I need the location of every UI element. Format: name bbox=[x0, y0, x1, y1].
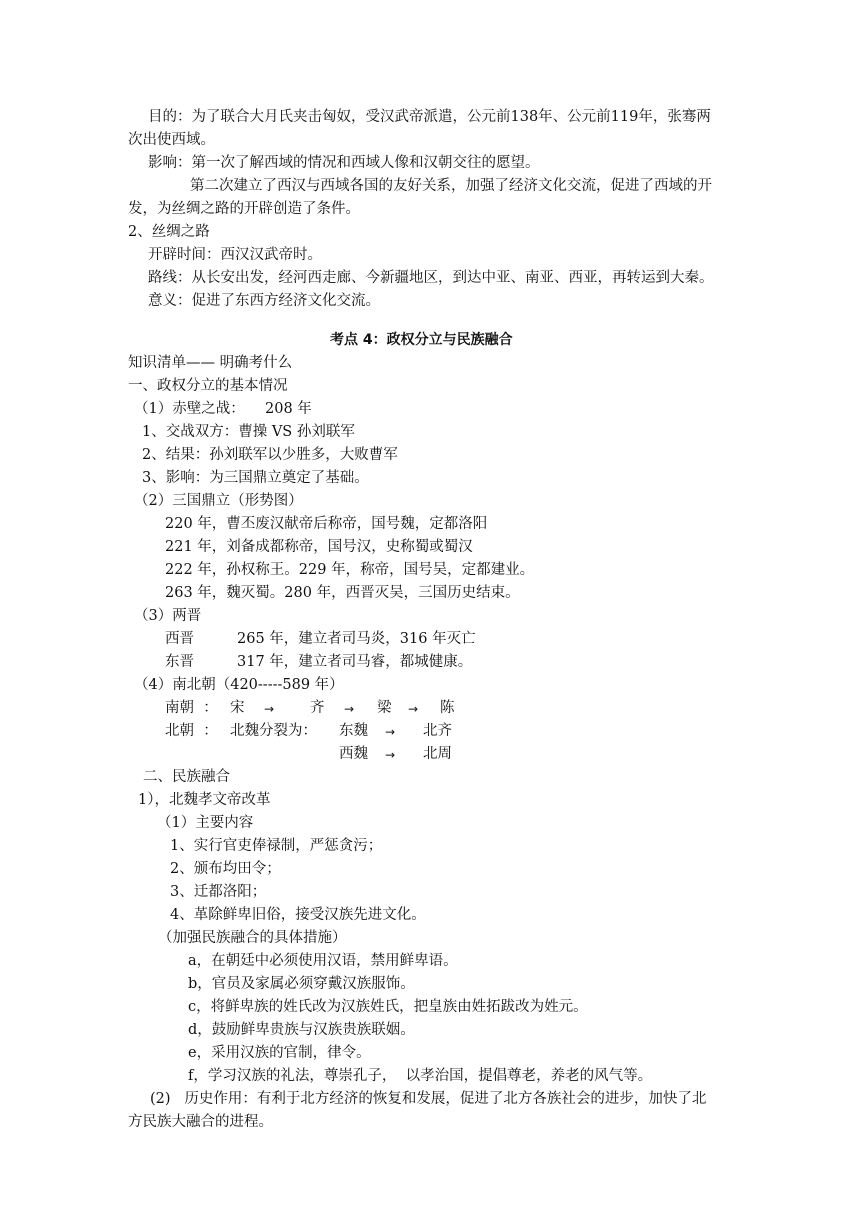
chibi-item: 1、交战双方：曹操 VS 孙刘联军 bbox=[142, 424, 355, 440]
arrow-icon: → bbox=[385, 725, 396, 739]
impact-line-1: 影响：第一次了解西域的情况和西域人像和汉朝交往的愿望。 bbox=[148, 155, 540, 171]
measure-item: a，在朝廷中必须使用汉语，禁用鲜卑语。 bbox=[188, 953, 458, 969]
northern-wei-split: 北魏分裂为： bbox=[230, 723, 317, 739]
chibi-item: 2、结果：孙刘联军以少胜多，大败曹军 bbox=[142, 447, 398, 463]
western-jin-text: 265 年，建立者司马炎，316 年灭亡 bbox=[237, 631, 476, 647]
chibi-item: 3、影响：为三国鼎立奠定了基础。 bbox=[142, 470, 369, 486]
dynasty-liang: 梁 bbox=[377, 700, 392, 716]
dynasty-song: 宋 bbox=[230, 700, 245, 716]
arrow-icon: → bbox=[344, 702, 355, 716]
reform-heading: 1），北魏孝文帝改革 bbox=[138, 792, 271, 808]
western-jin-name: 西晋 bbox=[165, 631, 194, 647]
historical-effect-line-2: 方民族大融合的进程。 bbox=[128, 1114, 273, 1130]
arrow-icon: → bbox=[385, 748, 396, 762]
measure-item: c，将鲜卑族的姓氏改为汉族姓氏，把皇族由姓拓跋改为姓元。 bbox=[188, 999, 588, 1015]
main-content-item: 1、实行官吏俸禄制，严惩贪污； bbox=[170, 838, 383, 854]
silk-road-heading: 2、丝绸之路 bbox=[128, 224, 210, 240]
measure-item: e，采用汉族的官制，律令。 bbox=[188, 1045, 371, 1061]
measure-item: d，鼓励鲜卑贵族与汉族贵族联姻。 bbox=[188, 1022, 415, 1038]
arrow-icon: → bbox=[408, 702, 419, 716]
eastern-jin-text: 317 年，建立者司马睿，都城健康。 bbox=[237, 654, 473, 670]
chibi-year: 208 年 bbox=[265, 401, 312, 417]
silk-road-meaning: 意义：促进了东西方经济文化交流。 bbox=[148, 293, 380, 309]
northern-zhou: 北周 bbox=[423, 746, 452, 762]
three-kingdoms-item: 220 年，曹丕废汉献帝后称帝，国号魏，定都洛阳 bbox=[165, 516, 488, 532]
purpose-line-1: 目的：为了联合大月氏夹击匈奴，受汉武帝派遣，公元前138年、公元前119年，张骞两 bbox=[148, 109, 711, 125]
main-content-item: 4、革除鲜卑旧俗，接受汉族先进文化。 bbox=[170, 907, 426, 923]
arrow-icon: → bbox=[264, 702, 275, 716]
part1-heading: 一、政权分立的基本情况 bbox=[128, 378, 288, 394]
eastern-wei: 东魏 bbox=[339, 723, 368, 739]
measure-item: f，学习汉族的礼法，尊崇孔子， 以孝治国，提倡尊老，养老的风气等。 bbox=[188, 1068, 653, 1084]
impact-line-2: 第二次建立了西汉与西域各国的友好关系，加强了经济文化交流，促进了西域的开 bbox=[190, 178, 712, 194]
purpose-line-2: 次出使西域。 bbox=[128, 132, 215, 148]
knowledge-list-label: 知识清单—— 明确考什么 bbox=[128, 355, 293, 371]
jin-label: （3）两晋 bbox=[134, 608, 202, 624]
northern-dynasties-label: 北朝 ： bbox=[165, 723, 218, 739]
silk-road-time: 开辟时间：西汉汉武帝时。 bbox=[148, 247, 322, 263]
dynasty-chen: 陈 bbox=[440, 700, 455, 716]
three-kingdoms-item: 221 年，刘备成都称帝，国号汉，史称蜀或蜀汉 bbox=[165, 539, 473, 555]
dynasty-qi: 齐 bbox=[310, 700, 325, 716]
silk-road-route: 路线：从长安出发，经河西走廊、今新疆地区，到达中亚、南亚、西亚，再转运到大秦。 bbox=[148, 270, 714, 286]
three-kingdoms-label: （2）三国鼎立（形势图） bbox=[134, 493, 303, 509]
southern-dynasties-label: 南朝 ： bbox=[165, 700, 218, 716]
chibi-label: （1）赤壁之战： bbox=[134, 401, 245, 417]
section-title: 考点 4：政权分立与民族融合 bbox=[330, 332, 513, 348]
measures-label: （加强民族融合的具体措施） bbox=[158, 930, 347, 946]
main-content-item: 2、颁布均田令； bbox=[170, 861, 281, 877]
northern-qi: 北齐 bbox=[423, 723, 452, 739]
eastern-jin-name: 东晋 bbox=[165, 654, 194, 670]
impact-line-3: 发，为丝绸之路的开辟创造了条件。 bbox=[128, 201, 360, 217]
main-content-label: （1）主要内容 bbox=[157, 815, 254, 831]
nanbei-label: （4）南北朝（420-----589 年） bbox=[134, 677, 344, 693]
historical-effect-line-1: (2) 历史作用：有利于北方经济的恢复和发展，促进了北方各族社会的进步，加快了北 bbox=[150, 1091, 707, 1107]
three-kingdoms-item: 222 年，孙权称王。229 年，称帝，国号吴，定都建业。 bbox=[165, 562, 535, 578]
measure-item: b，官员及家属必须穿戴汉族服饰。 bbox=[188, 976, 415, 992]
western-wei: 西魏 bbox=[339, 746, 368, 762]
main-content-item: 3、迁都洛阳； bbox=[170, 884, 267, 900]
part2-heading: 二、民族融合 bbox=[143, 769, 230, 785]
three-kingdoms-item: 263 年，魏灭蜀。280 年，西晋灭吴，三国历史结束。 bbox=[165, 585, 520, 601]
